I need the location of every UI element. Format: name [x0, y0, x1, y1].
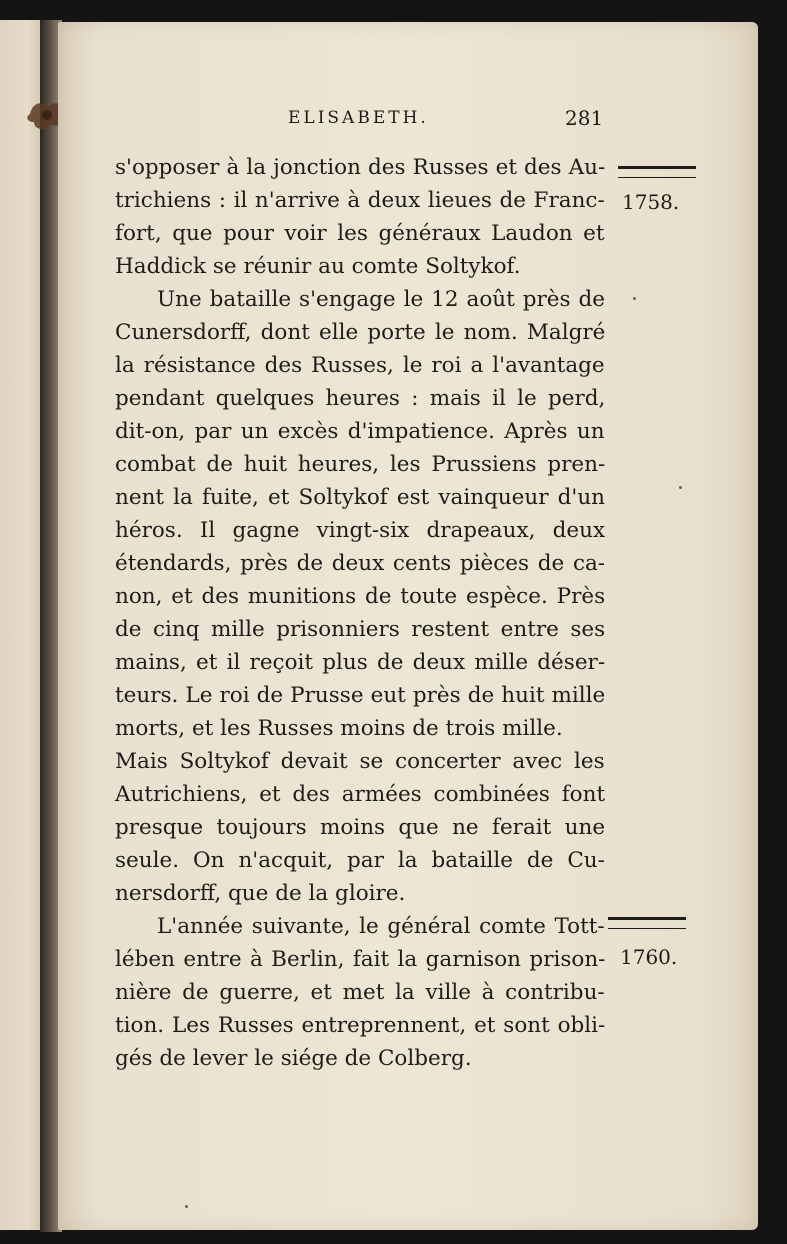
- text-line: combat de huit heures, les Prussiens pren-: [115, 452, 606, 477]
- text-line: étendards, près de deux cents pièces de ca-: [115, 551, 606, 576]
- text-line: lében entre à Berlin, fait la garnison prison-: [115, 947, 606, 972]
- text-line: de cinq mille prisonniers restent entre ses: [115, 617, 606, 642]
- margin-rule: [618, 166, 696, 178]
- text-line: teurs. Le roi de Prusse eut près de huit mille: [115, 683, 606, 708]
- text-line: Mais Soltykof devait se concerter avec les: [115, 749, 605, 774]
- text-line: non, et des munitions de toute espèce. Près: [115, 584, 606, 609]
- text-line: seule. On n'acquit, par la bataille de Cu-: [115, 848, 605, 873]
- text-line: Autrichiens, et des armées combinées font: [115, 782, 606, 807]
- text-line: s'opposer à la jonction des Russes et des Au-: [115, 155, 606, 180]
- text-line: morts, et les Russes moins de trois mille.: [115, 716, 563, 741]
- text-line: tion. Les Russes entreprennent, et sont obli-: [115, 1013, 606, 1038]
- margin-date: 1760.: [620, 945, 678, 969]
- text-line: gés de lever le siége de Colberg.: [115, 1046, 472, 1071]
- text-line: la résistance des Russes, le roi a l'avantage: [115, 353, 605, 378]
- text-line: trichiens : il n'arrive à deux lieues de Franc-: [115, 188, 605, 213]
- running-head-title: ELISABETH.: [288, 108, 429, 128]
- text-line: presque toujours moins que ne ferait une: [115, 815, 606, 840]
- paper-speck: [185, 1205, 188, 1208]
- text-line: L'année suivante, le général comte Tott-: [157, 914, 605, 939]
- text-line: pendant quelques heures : mais il le perd,: [115, 386, 606, 411]
- margin-date: 1758.: [622, 190, 680, 214]
- page-number: 281: [565, 106, 604, 130]
- text-line: nersdorff, que de la gloire.: [115, 881, 406, 906]
- paper-speck: [633, 297, 636, 300]
- margin-rule: [608, 917, 686, 929]
- text-line: Cunersdorff, dont elle porte le nom. Malgré: [115, 320, 606, 345]
- text-line: dit-on, par un excès d'impatience. Après un: [115, 419, 605, 444]
- text-line: héros. Il gagne vingt-six drapeaux, deux: [115, 518, 606, 543]
- paper-speck: [679, 486, 682, 489]
- text-line: nière de guerre, et met la ville à contribu-: [115, 980, 605, 1005]
- text-line: fort, que pour voir les généraux Laudon et: [115, 221, 605, 246]
- text-line: Une bataille s'engage le 12 août près de: [157, 287, 605, 312]
- text-line: mains, et il reçoit plus de deux mille déser-: [115, 650, 606, 675]
- text-line: Haddick se réunir au comte Soltykof.: [115, 254, 521, 279]
- text-line: nent la fuite, et Soltykof est vainqueur d'un: [115, 485, 606, 510]
